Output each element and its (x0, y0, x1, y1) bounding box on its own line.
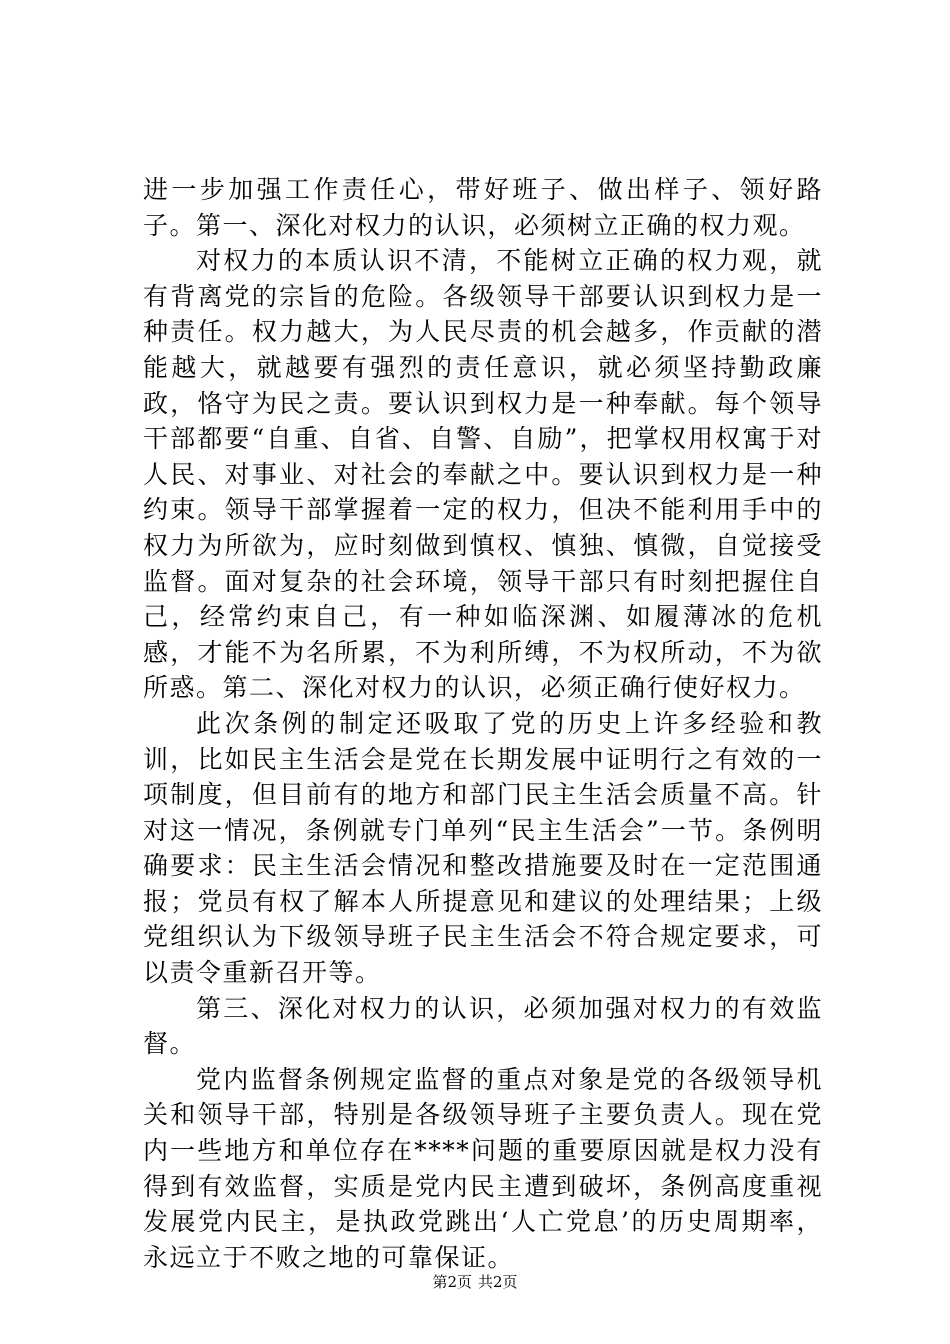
paragraph-4: 第三、深化对权力的认识，必须加强对权力的有效监督。 (143, 993, 823, 1059)
paragraph-5: 党内监督条例规定监督的重点对象是党的各级领导机关和领导干部，特别是各级领导班子主要负责人。现在党内一些地方和单位存在****问题的重要原因就是权力没有得到有效监督，实质是党内民主遭到破坏，条例高度重视发展党内民主，是执政党跳出‘人亡党息’的历史周期率，永远立于不败之地的可靠保证。 (143, 1064, 823, 1272)
document-body (143, 172, 823, 1275)
page-footer (0, 1272, 950, 1292)
page-number: 第2页 (432, 1273, 472, 1291)
paragraph-1: 进一步加强工作责任心，带好班子、做出样子、领好路子。第一、深化对权力的认识，必须树立正确的权力观。 (143, 175, 823, 240)
page-total: 共2页 (478, 1273, 518, 1291)
paragraph-3: 此次条例的制定还吸取了党的历史上许多经验和教训，比如民主生活会是党在长期发展中证明行之有效的一项制度，但目前有的地方和部门民主生活会质量不高。针对这一情况，条例就专门单列“民主生活会”一节。条例明确要求：民主生活会情况和整改措施要及时在一定范围通报；党员有权了解本人所提意见和建议的处理结果；上级党组织认为下级领导班子民主生活会不符合规定要求，可以责令重新召开等。 (143, 708, 823, 988)
paragraph-2: 对权力的本质认识不清，不能树立正确的权力观，就有背离党的宗旨的危险。各级领导干部要认识到权力是一种责任。权力越大，为人民尽责的机会越多，作贡献的潜能越大，就越要有强烈的责任意识，就必须坚持勤政廉政，恪守为民之责。要认识到权力是一种奉献。每个领导干部都要“自重、自省、自警、自励”，把掌权用权寓于对人民、对事业、对社会的奉献之中。要认识到权力是一种约束。领导干部掌握着一定的权力，但决不能利用手中的权力为所欲为，应时刻做到慎权、慎独、慎微，自觉接受监督。面对复杂的社会环境，领导干部只有时刻把握住自己，经常约束自己，有一种如临深渊、如履薄冰的危机感，才能不为名所累，不为利所缚，不为权所动，不为欲所惑。第二、深化对权力的认识，必须正确行使好权力。 (143, 246, 823, 703)
